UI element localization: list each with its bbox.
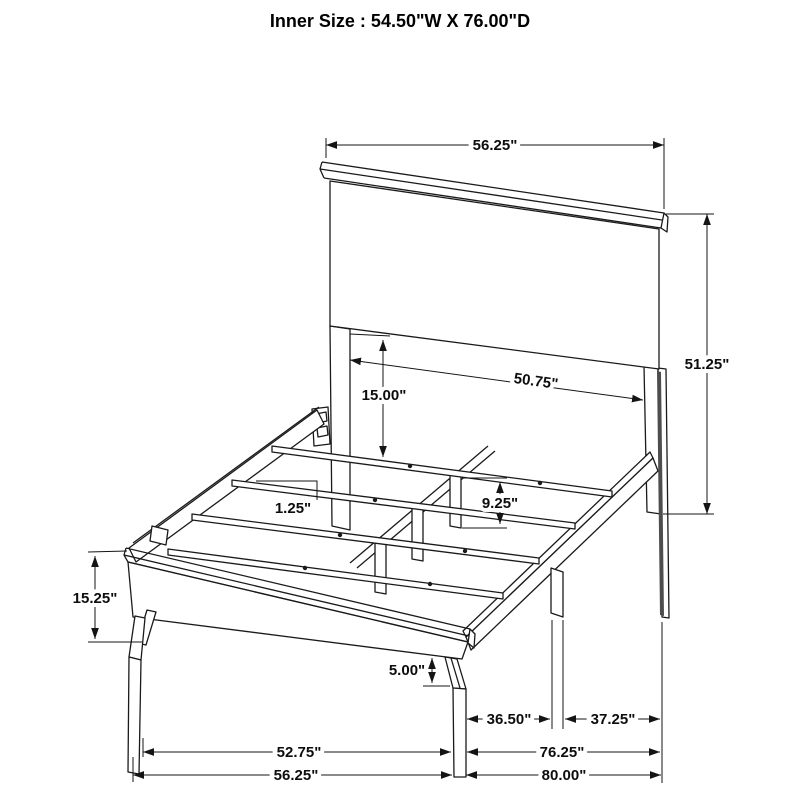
dim-foot-leg-label: 5.00" [388, 662, 426, 679]
dim-overall-length-label: 80.00" [541, 767, 587, 784]
footboard-corner-bracket [150, 526, 168, 545]
dim-panel-to-slat-label: 15.00" [361, 387, 407, 404]
dim-leg-span-label: 52.75" [276, 744, 322, 761]
headboard-panel [330, 181, 659, 369]
dim-center-leg-label: 9.25" [481, 495, 519, 512]
dim-slat-thickness-label: 1.25" [274, 500, 312, 517]
dim-inner-length-label: 76.25" [539, 744, 585, 761]
dim-headboard-width-label: 56.25" [472, 137, 518, 154]
dim-underbed-foot-label: 36.50" [486, 711, 532, 728]
center-support-leg [412, 505, 423, 561]
dim-inner-width-label: 50.75" [512, 370, 560, 393]
dim-overall-width-label: 56.25" [273, 767, 319, 784]
right-rail-mid-leg [551, 568, 563, 617]
page-title: Inner Size : 54.50"W X 76.00"D [269, 11, 531, 31]
slat-board [192, 514, 539, 564]
footboard-front-face [128, 562, 468, 659]
dim-headboard-height-label: 51.25" [684, 356, 730, 373]
slat-board [272, 446, 612, 497]
dim-footboard-height-label: 15.25" [72, 590, 118, 607]
center-support-leg [375, 539, 386, 594]
center-support-leg [450, 474, 461, 528]
footboard-front-left-leg-upper [129, 616, 145, 660]
footboard-front-left-leg-lower [128, 657, 141, 774]
footboard-right-leg-lower [453, 688, 466, 777]
dim-underbed-head-label: 37.25" [590, 711, 636, 728]
footboard [124, 526, 475, 777]
